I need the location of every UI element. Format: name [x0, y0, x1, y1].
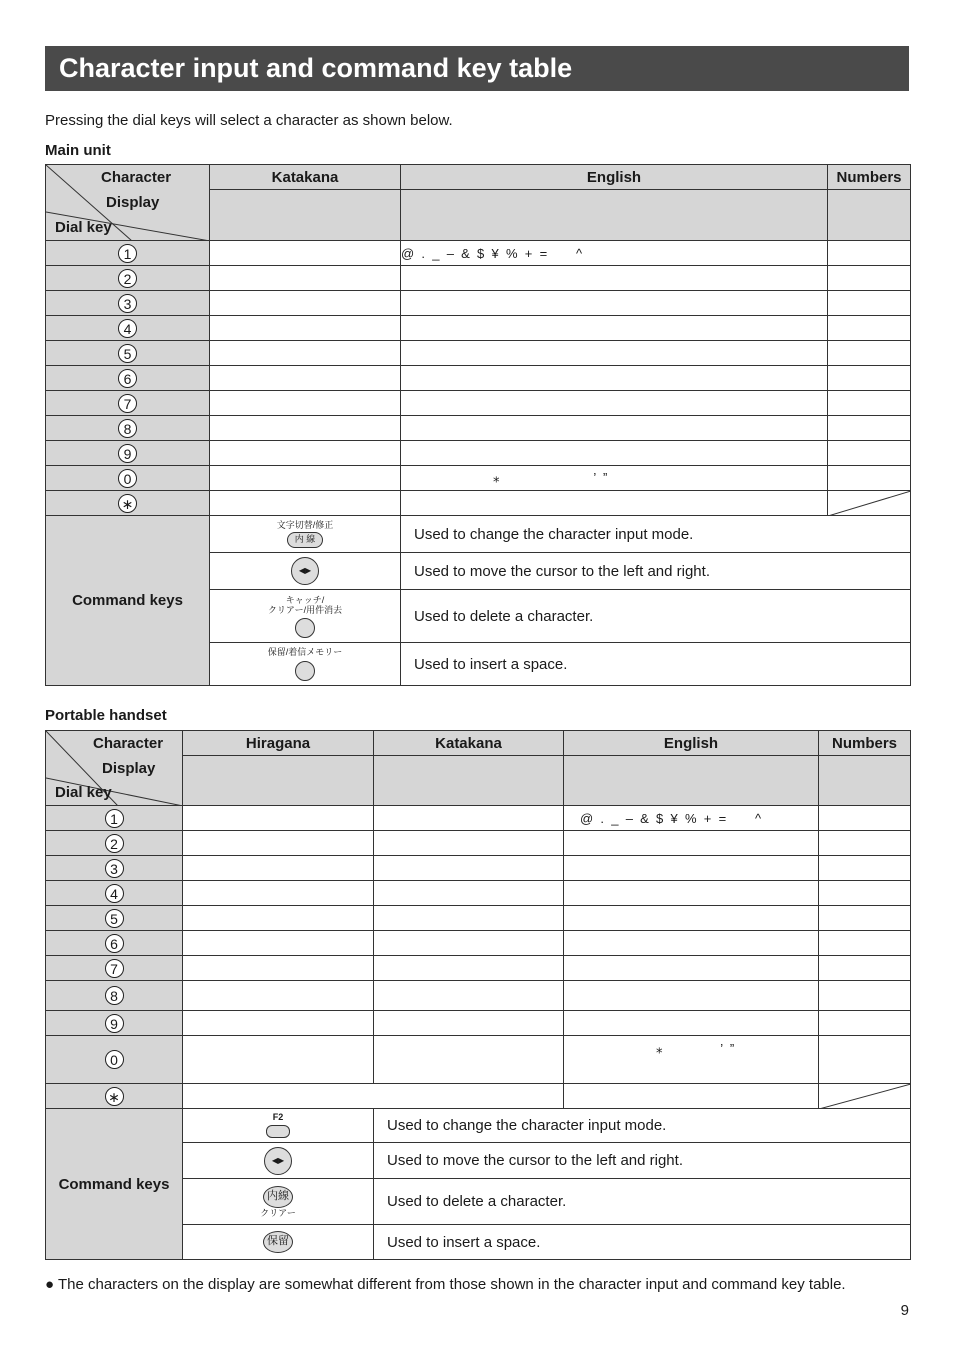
portable-handset-table [45, 730, 911, 1260]
command-key-hold-cell [183, 1225, 374, 1260]
col-header-numbers: Numbers [819, 731, 911, 756]
command-key-hold-cell [210, 643, 401, 686]
dial-key-icon: 1 [118, 244, 137, 263]
command-desc-space: Used to insert a space. [401, 643, 911, 686]
char-cell [828, 241, 911, 266]
command-key-clear-cell [210, 590, 401, 643]
command-key-f2-cell [183, 1109, 374, 1143]
command-key-nav-cell [183, 1143, 374, 1179]
english-symbols-key-0: ⁎ ’ ” [401, 466, 828, 491]
corner-dial-key-label: Dial key [55, 219, 112, 236]
english-symbols-key-0: ⁎ ’ ” [564, 1036, 819, 1084]
dial-key-icon: 0 [118, 469, 137, 488]
dial-key-4 [46, 881, 183, 906]
clear-key-icon: 内線 [263, 1186, 293, 1208]
dial-key-2 [46, 266, 210, 291]
mode-key-icon: 内 線 [287, 532, 323, 548]
command-desc-cursor: Used to move the cursor to the left and right. [374, 1143, 911, 1179]
dial-key-9 [46, 441, 210, 466]
dial-key-6 [46, 366, 210, 391]
dial-key-8 [46, 416, 210, 441]
corner-display-label: Display [102, 760, 156, 777]
hold-key-caption: 保留/着信メモリー [267, 647, 343, 657]
display-cell [210, 190, 401, 241]
nav-left-right-icon: ◀▶ [264, 1147, 292, 1175]
corner-character-label: Character [93, 735, 164, 752]
footnote: ● The characters on the display are somewhat different from those shown in the character input and command key table. [45, 1276, 846, 1293]
display-cell [401, 190, 828, 241]
dial-key-0 [46, 466, 210, 491]
na-cell [828, 491, 911, 516]
main-unit-table [45, 164, 911, 686]
command-keys-label: Command keys [46, 1109, 183, 1260]
col-header-katakana: Katakana [374, 731, 564, 756]
nav-left-right-icon: ◀▶ [291, 557, 319, 585]
page-number: 9 [900, 1302, 909, 1319]
command-desc-mode: Used to change the character input mode. [401, 516, 911, 553]
dial-key-icon: 9 [118, 444, 137, 463]
col-header-hiragana: Hiragana [183, 731, 374, 756]
dial-key-icon: 3 [105, 859, 124, 878]
char-cell [210, 241, 401, 266]
hold-key-icon [295, 661, 315, 681]
dial-key-icon: 5 [105, 909, 124, 928]
corner-dial-key-label: Dial key [55, 784, 112, 801]
command-key-clear-cell [183, 1179, 374, 1225]
dial-key-star [46, 1084, 183, 1109]
clear-key-icon [295, 618, 315, 638]
dial-key-9 [46, 1011, 183, 1036]
dial-key-7 [46, 391, 210, 416]
dial-key-4 [46, 316, 210, 341]
command-desc-delete: Used to delete a character. [401, 590, 911, 643]
dial-key-icon: 7 [105, 959, 124, 978]
corner-character-label: Character [101, 169, 172, 186]
dial-key-icon: 4 [105, 884, 124, 903]
dial-key-icon: 6 [118, 369, 137, 388]
dial-key-icon: 6 [105, 934, 124, 953]
dial-key-icon: 4 [118, 319, 137, 338]
command-key-nav-cell [210, 553, 401, 590]
dial-key-3 [46, 291, 210, 316]
hold-key-icon: 保留 [263, 1231, 293, 1253]
dial-key-icon: 8 [118, 419, 137, 438]
portable-handset-section-label: Portable handset [45, 707, 167, 724]
dial-key-3 [46, 856, 183, 881]
dial-key-1 [46, 241, 210, 266]
dial-key-6 [46, 931, 183, 956]
dial-key-icon: 2 [118, 269, 137, 288]
dial-key-icon: ∗ [105, 1087, 124, 1106]
mode-key-caption: 文字切替/修正 [276, 520, 334, 531]
dial-key-icon: 5 [118, 344, 137, 363]
col-header-english: English [401, 165, 828, 190]
main-unit-section-label: Main unit [45, 142, 111, 159]
dial-key-icon: 7 [118, 394, 137, 413]
dial-key-8 [46, 981, 183, 1011]
dial-key-icon: 3 [118, 294, 137, 313]
command-desc-cursor: Used to move the cursor to the left and right. [401, 553, 911, 590]
command-desc-delete: Used to delete a character. [374, 1179, 911, 1225]
corner-header-cell [46, 165, 210, 241]
command-key-mode-cell [210, 516, 401, 553]
corner-header-cell [46, 731, 183, 806]
dial-key-icon: 0 [105, 1050, 124, 1069]
dial-key-2 [46, 831, 183, 856]
dial-key-5 [46, 341, 210, 366]
dial-key-icon: 2 [105, 834, 124, 853]
command-desc-space: Used to insert a space. [374, 1225, 911, 1260]
intro-text: Pressing the dial keys will select a character as shown below. [45, 112, 453, 129]
col-header-english: English [564, 731, 819, 756]
dial-key-7 [46, 956, 183, 981]
dial-key-icon: 9 [105, 1014, 124, 1033]
dial-key-icon: 8 [105, 986, 124, 1005]
dial-key-0 [46, 1036, 183, 1084]
na-cell [819, 1084, 911, 1109]
f2-key-caption: F2 [272, 1112, 284, 1122]
col-header-numbers: Numbers [828, 165, 911, 190]
display-cell [828, 190, 911, 241]
dial-key-icon: ∗ [118, 494, 137, 513]
english-symbols-key-1: @ . _ – & $ ¥ % + = ^ [401, 241, 828, 266]
corner-display-label: Display [106, 194, 160, 211]
dial-key-1 [46, 806, 183, 831]
col-header-katakana: Katakana [210, 165, 401, 190]
page-title: Character input and command key table [45, 46, 909, 91]
clear-key-caption: キャッチ/ クリアー/用件消去 [267, 594, 343, 615]
f2-key-icon [266, 1125, 290, 1138]
dial-key-star [46, 491, 210, 516]
command-desc-mode: Used to change the character input mode. [374, 1109, 911, 1143]
clear-key-caption: クリアー [260, 1207, 296, 1218]
command-keys-label: Command keys [46, 516, 210, 686]
dial-key-icon: 1 [105, 809, 124, 828]
english-symbols-key-1: @ . _ – & $ ¥ % + = ^ [564, 806, 819, 831]
dial-key-5 [46, 906, 183, 931]
